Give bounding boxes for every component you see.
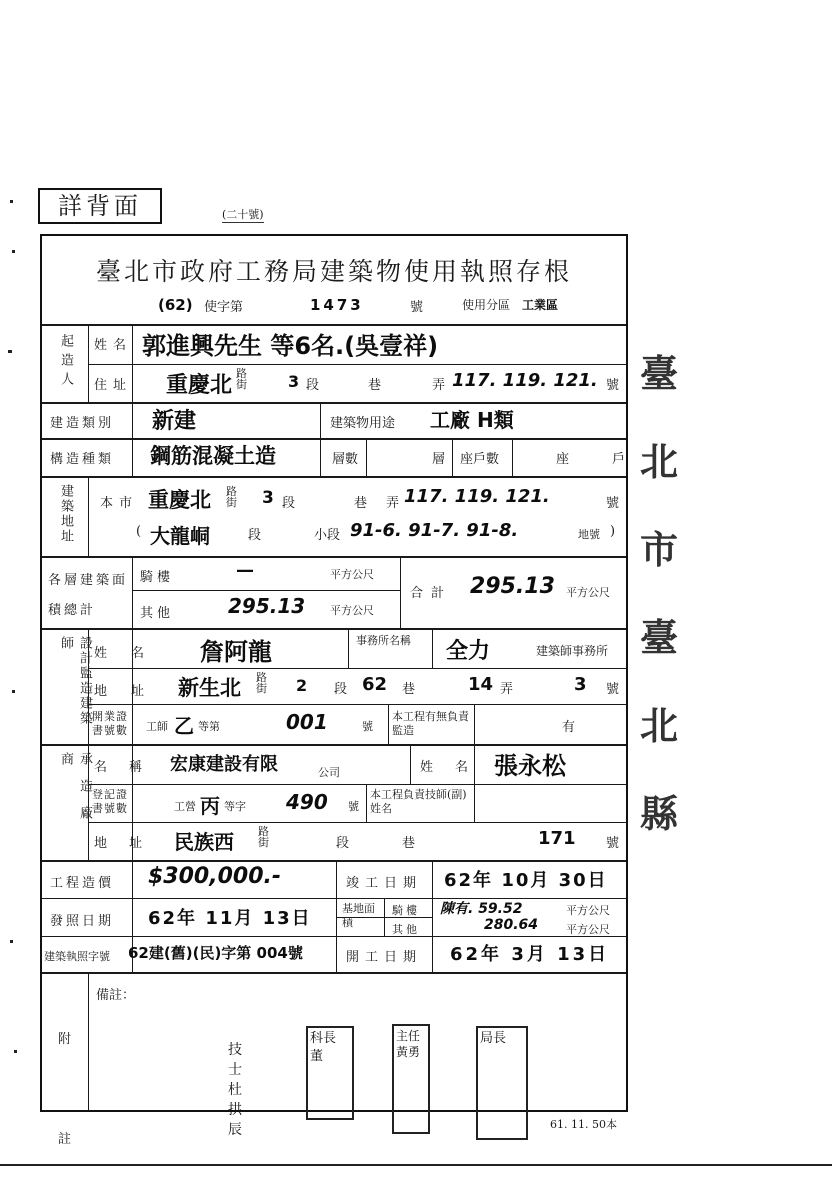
contractor-reg-grade: 丙 [200,794,220,818]
applicant-addr-sec: 3 [288,372,300,391]
site-sec: 3 [262,488,274,508]
supervise-label: 本工程有無負責監造 [392,710,469,737]
contractor-addr-num-label: 號 [606,836,620,851]
issue-arcade-label: 騎樓 [392,904,420,917]
units-label: 座戶數 [460,452,500,467]
use-label: 建築物用途 [330,416,396,431]
license-suffix: 號 [410,300,424,315]
permit-label: 建築執照字號 [44,950,110,963]
site-num-label: 號 [606,496,620,511]
architect-address [140,670,624,704]
applicant-addr-label: 住址 [94,378,133,393]
site-road: 重慶北 [148,488,211,512]
permit-value: 62建(舊)(民)字第 004號 [128,944,303,962]
floors-unit: 層 [432,452,446,467]
approval-stamp: 主任 黃勇 [392,1024,430,1134]
start-label: 開工日期 [346,950,423,965]
contractor-addr-road: 民族西 [174,830,234,854]
contractor-reg-label: 登記證書號數 [92,788,128,815]
applicant-name-value: 郭進興先生 等6名.(吳壹祥) [142,332,439,360]
contractor-addr-label: 地址 [94,836,165,851]
issue-other-value: 280.64 [484,917,539,933]
contractor-name-value: 宏康建設有限 [170,754,278,775]
applicant-addr-lane-label: 巷 [368,378,382,393]
form-code: 61. 11. 50本 [550,1118,617,1131]
architect-addr-sec: 2 [296,676,308,695]
site-address-line2: ( 大龍峒 段 小段 91-6. 91-7. 91-8. 地號 ) [136,520,616,548]
units-unit1: 座 [556,452,570,467]
site-alley-label: 弄 [386,496,400,511]
arcade-label: 騎樓 [140,570,175,585]
contractor-name-label: 名稱 [94,760,165,775]
complete-value: 62年 10月 30日 [444,870,608,891]
site-land-district: 大龍峒 [150,524,210,548]
architect-name-value: 詹阿龍 [200,638,272,666]
structure-value: 鋼筋混凝土造 [150,444,276,468]
total-value: 295.13 [470,574,555,599]
architect-reg-grade: 乙 [174,714,194,738]
site-address-line1 [92,482,624,518]
approval-stamp: 局長 [476,1026,528,1140]
applicant-address [140,366,624,400]
zone-label: 使用分區 [462,298,511,312]
architect-addr-sec-label: 段 [334,682,348,697]
applicant-addr-road: 重慶北 [166,373,233,398]
applicant-section-label: 起造人 [58,334,73,391]
units-unit2: 戶 [612,452,626,467]
use-value: 工廠 H類 [430,408,514,432]
architect-section-label: 設計監造建築師 [58,636,92,726]
contractor-person-value: 張永松 [494,752,566,780]
architect-addr-alley-label: 弄 [500,682,514,697]
contractor-reg-mid: 等字 [224,800,246,813]
start-value: 62年 3月 13日 [450,944,610,965]
contractor-addr-road-label: 路街 [258,825,269,849]
applicant-addr-num: 117. 119. 121. [452,370,598,391]
remarks-section-label: 附註 [58,1032,72,1147]
contractor-reg-num: 490 [286,790,328,814]
license-year: (62) [158,296,193,314]
total-unit: 平方公尺 [566,586,610,599]
site-city: 本市 [100,496,139,511]
contractor-section-label: 承造廠商 [58,752,92,833]
issue-arcade-value: 陳有. 59.52 [440,901,523,917]
site-num: 117. 119. 121. [404,486,550,507]
contractor-addr-lane-label: 巷 [402,836,416,851]
contractor-tech-label: 本工程負責技師(副)姓名 [370,788,467,815]
architect-addr-road: 新生北 [178,676,241,700]
complete-label: 竣工日期 [346,876,423,891]
applicant-addr-sec-label: 段 [306,378,320,393]
contractor-reg [136,786,364,820]
site-land-num-label: 地號 [578,528,600,541]
zone-value: 工業區 [522,298,559,312]
category-label: 建造類別 [50,416,115,431]
architect-reg-mid: 等第 [198,720,220,733]
site-section-label: 建築地址 [58,484,73,544]
applicant-name-label: 姓名 [94,338,133,353]
arcade-unit: 平方公尺 [330,568,374,581]
license-line [150,296,620,318]
contractor-addr-num: 171 [538,828,576,849]
contractor-company: 公司 [318,766,340,779]
remarks-label: 備註： [96,988,136,1003]
license-number: 1473 [310,296,364,314]
header-tag: 詳背面 [38,188,162,224]
approval-stamp: 科長 董 [306,1026,354,1120]
issue-other-unit: 平方公尺 [566,923,610,936]
site-land-sub-label: 小段 [314,528,341,543]
architect-reg-label: 開業證書號數 [92,710,128,737]
category-value: 新建 [152,409,197,434]
architect-reg-num: 001 [286,710,328,734]
supervise-value: 有 [562,720,576,735]
office-label: 事務所名稱 [356,634,411,647]
contractor-person-label: 姓名 [420,760,491,775]
cost-value: $300,000.- [148,864,281,889]
applicant-addr-alley-label: 弄 [432,378,446,393]
site-land-sec-label: 段 [248,528,262,543]
architect-name-label: 姓名 [94,646,169,661]
architect-addr-road-label: 路街 [256,671,267,695]
architect-reg [136,706,386,742]
applicant-addr-road-label: 路街 [236,367,247,391]
other-value: 295.13 [228,594,306,618]
architect-addr-label: 地址 [94,684,169,699]
total-label: 合計 [410,586,453,601]
office-suffix: 建築師事務所 [536,644,609,658]
contractor-reg-suffix: 號 [348,800,359,813]
architect-addr-lane-label: 巷 [402,682,416,697]
site-lane-label: 巷 [354,496,368,511]
issue-other-label: 其他 [392,923,420,936]
floors-label: 層數 [332,452,359,467]
architect-reg-prefix: 工師 [146,720,168,733]
contractor-address [140,824,624,858]
arcade-value: — [236,560,254,581]
corner-note: (二十號) [222,208,264,221]
approval-stamp: 技士 杜 拱辰 [228,1042,242,1138]
applicant-addr-num-label: 號 [606,378,620,393]
architect-addr-alley: 14 [468,674,494,695]
side-text: 臺北市臺北縣 [640,352,679,836]
site-land-numbers: 91-6. 91-7. 91-8. [350,520,519,541]
other-unit: 平方公尺 [330,604,374,617]
issue-value: 62年 11月 13日 [148,908,312,929]
license-prefix: 使字第 [204,300,244,315]
architect-reg-suffix: 號 [362,720,373,733]
office-value: 全力 [446,639,491,664]
issue-label: 發照日期 [50,914,115,929]
contractor-reg-prefix: 工營 [174,800,196,813]
site-sec-label: 段 [282,496,296,511]
form-title: 臺北市政府工務局建築物使用執照存根 [95,257,572,286]
architect-addr-num: 3 [574,674,587,695]
issue-arcade-unit: 平方公尺 [566,904,610,917]
contractor-addr-sec-label: 段 [336,836,350,851]
other-label: 其他 [140,606,175,621]
architect-addr-num-label: 號 [606,682,620,697]
site-road-label: 路街 [226,485,237,509]
area-section-label: 各層建築面積總計 [48,573,129,618]
site-area-label: 基地面積 [342,902,375,929]
structure-label: 構造種類 [50,452,115,467]
cost-label: 工程造價 [50,876,115,891]
architect-addr-lane: 62 [362,674,388,695]
